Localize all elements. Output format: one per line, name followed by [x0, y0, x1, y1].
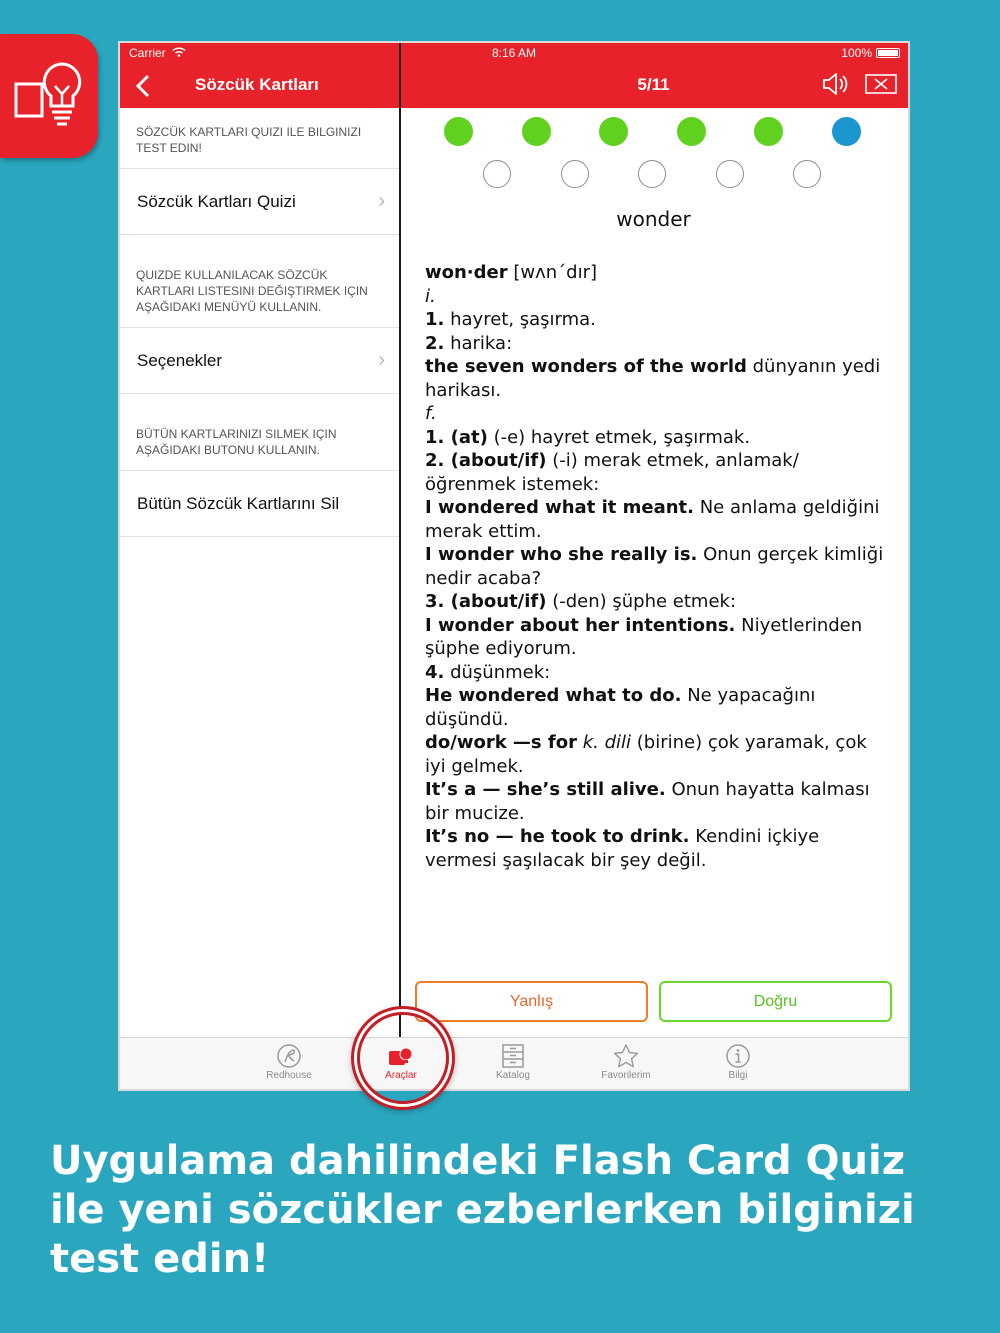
progress-dot: [561, 160, 589, 188]
definition-segment: He wondered what to do.: [425, 685, 682, 706]
quiz-menu-label: Sözcük Kartları Quizi: [137, 191, 296, 211]
section-caption: BÜTÜN KARTLARINIZI SILMEK IÇIN AŞAĞIDAKI BUTONU KULLANIN.: [120, 394, 399, 471]
definition-segment: dünyanın yedi harikası.: [425, 356, 881, 401]
flashcard-word: wonder: [616, 207, 691, 231]
definition-segment: (birine) çok yaramak, çok iyi gelmek.: [425, 732, 867, 777]
progress-dot: [599, 117, 628, 146]
info-icon: [725, 1043, 751, 1069]
definition-segment: k. dili: [582, 732, 632, 753]
carrier-label: Carrier: [129, 46, 166, 60]
definition-segment: Onun gerçek kimliği nedir acaba?: [425, 544, 884, 589]
tab-bar: [120, 1037, 908, 1089]
tab-info[interactable]: [698, 1038, 778, 1089]
definition-segment: Kendini içkiye vermesi şaşılacak bir şey değil.: [425, 826, 820, 871]
battery-percent: 100%: [841, 46, 872, 60]
promo-caption: Uygulama dahilindeki Flash Card Quiz ile yeni sözcükler ezberlerken bilginizi test edin!: [50, 1138, 915, 1282]
battery-status: [841, 46, 900, 60]
definition-line: [425, 332, 885, 356]
tab-label: Bilgi: [728, 1070, 748, 1081]
definition-segment: Ne anlama geldiğini merak ettim.: [425, 497, 880, 542]
definition-text: [425, 261, 885, 872]
definition-line: [425, 261, 885, 285]
left-nav-bar: [120, 43, 399, 108]
card-counter: 5/11: [637, 75, 670, 94]
chevron-left-icon[interactable]: [132, 73, 156, 99]
definition-segment: It’s a — she’s still alive.: [425, 779, 666, 800]
definition-segment: It’s no — he took to drink.: [425, 826, 690, 847]
tab-catalog[interactable]: [473, 1038, 553, 1089]
definition-segment: (-e) hayret etmek, şaşırmak.: [487, 426, 751, 448]
section-caption: SÖZCÜK KARTLARI QUIZI ILE BILGINIZI TEST EDIN!: [120, 108, 399, 169]
tab-favorites[interactable]: [586, 1038, 666, 1089]
progress-dot: [522, 117, 551, 146]
progress-dot: [716, 160, 744, 188]
progress-dot: [793, 160, 821, 188]
definition-segment: I wondered what it meant.: [425, 497, 694, 518]
left-pane: [120, 43, 399, 1037]
definition-line: [425, 402, 885, 426]
close-card-icon[interactable]: [865, 74, 897, 94]
definition-line: [425, 449, 885, 496]
definition-segment: harika:: [444, 332, 513, 354]
redhouse-logo-icon: [276, 1043, 302, 1069]
definition-segment: 3. (about/if): [425, 591, 547, 612]
correct-button[interactable]: Doğru: [659, 981, 892, 1022]
definition-segment: Niyetlerinden şüphe ediyorum.: [425, 614, 863, 659]
section-caption: QUIZDE KULLANILACAK SÖZCÜK KARTLARI LISTESINI DEĞIŞTIRMEK IÇIN AŞAĞIDAKI MENÜYÜ KULLANIN.: [120, 235, 399, 328]
definition-segment: 1. (at): [425, 426, 488, 448]
definition-segment: 4.: [425, 661, 445, 683]
chevron-right-icon: ›: [378, 190, 385, 212]
definition-line: [425, 590, 885, 614]
definition-segment: 2.: [425, 332, 445, 354]
definition-line: [425, 355, 885, 402]
wifi-icon: [172, 47, 186, 57]
right-nav-bar: [401, 43, 908, 108]
app-badge: [0, 34, 98, 158]
progress-dot: [638, 160, 666, 188]
definition-segment: (-i) merak etmek, anlamak/öğrenmek istemek:: [425, 450, 799, 495]
definition-segment: I wonder about her intentions.: [425, 614, 736, 636]
definition-line: [425, 731, 885, 778]
progress-dot: [483, 160, 511, 188]
chevron-right-icon: ›: [378, 349, 385, 371]
tab-redhouse[interactable]: [249, 1038, 329, 1089]
definition-segment: 1.: [425, 309, 445, 330]
options-menu-item[interactable]: [120, 328, 399, 394]
definition-line: [425, 285, 885, 309]
tab-label: Redhouse: [266, 1070, 312, 1081]
definition-line: [425, 614, 885, 661]
progress-dot: [444, 117, 473, 146]
definition-segment: i.: [425, 285, 436, 307]
quiz-menu-item[interactable]: [120, 169, 399, 235]
tab-tools[interactable]: [361, 1038, 441, 1089]
definition-line: [425, 496, 885, 543]
definition-line: [425, 661, 885, 685]
tab-label: Favorilerim: [601, 1070, 651, 1081]
definition-segment: Ne yapacağını düşündü.: [425, 685, 816, 730]
definition-line: [425, 426, 885, 450]
definition-segment: won·der: [425, 262, 508, 283]
progress-dot: [832, 117, 861, 146]
star-icon: [612, 1043, 640, 1069]
delete-all-cards-button[interactable]: [120, 471, 399, 537]
definition-segment: the seven wonders of the world: [425, 356, 747, 377]
definition-line: [425, 778, 885, 825]
definition-segment: [wʌn´dır]: [507, 262, 598, 283]
left-nav-title: Sözcük Kartları: [195, 75, 319, 94]
flashcard-bulb-icon: [12, 56, 84, 140]
progress-dot: [754, 117, 783, 146]
definition-line: [425, 684, 885, 731]
definition-line: [425, 543, 885, 590]
status-time: 8:16 AM: [492, 46, 537, 60]
definition-segment: 2. (about/if): [425, 450, 547, 471]
definition-segment: (-den) şüphe etmek:: [546, 591, 737, 612]
catalog-icon: [500, 1043, 526, 1069]
delete-all-label: Bütün Sözcük Kartlarını Sil: [137, 493, 340, 513]
definition-segment: hayret, şaşırma.: [444, 309, 596, 330]
definition-line: [425, 825, 885, 872]
tab-label: Katalog: [496, 1070, 530, 1081]
wrong-button[interactable]: Yanlış: [415, 981, 648, 1022]
definition-segment: I wonder who she really is.: [425, 544, 698, 565]
speaker-icon[interactable]: [821, 71, 849, 97]
right-pane: [401, 43, 908, 1037]
definition-line: [425, 308, 885, 332]
tools-icon: [386, 1043, 416, 1069]
definition-segment: do/work —s for: [425, 732, 577, 753]
definition-segment: f.: [425, 403, 437, 424]
tablet-screen: [120, 43, 908, 1089]
definition-segment: Onun hayatta kalması bir mucize.: [425, 779, 870, 824]
battery-icon: [876, 48, 900, 58]
tab-label: Araçlar: [385, 1070, 417, 1081]
definition-segment: düşünmek:: [444, 661, 551, 683]
options-menu-label: Seçenekler: [137, 350, 223, 370]
progress-dot: [677, 117, 706, 146]
